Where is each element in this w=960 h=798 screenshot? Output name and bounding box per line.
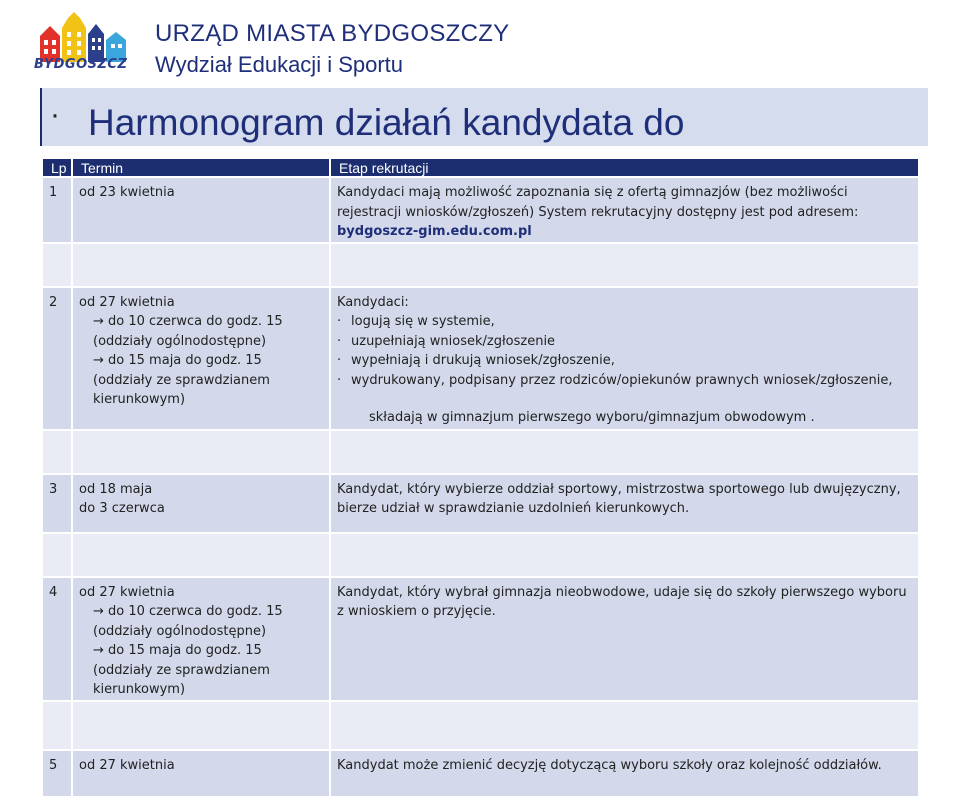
bydgoszcz-houses-logo-icon — [32, 12, 136, 62]
table-header-row — [42, 158, 919, 177]
row2-etap-intro: Kandydaci: — [337, 294, 409, 310]
row3-lp: 3 — [42, 474, 72, 533]
department-name: Wydział Edukacji i Sportu — [155, 52, 404, 77]
recruitment-link[interactable]: bydgoszcz-gim.edu.com.pl — [337, 224, 532, 239]
arrow-icon: → — [93, 314, 104, 329]
logo-text: BYDGOSZCZ — [34, 57, 128, 72]
arrow-icon: → — [93, 604, 104, 619]
row3-termin-end: do 3 czerwca — [79, 501, 165, 516]
title-bullet: · — [50, 98, 60, 131]
row4-lp: 4 — [42, 577, 72, 701]
row2-etap — [330, 287, 919, 430]
header-termin: Termin — [72, 158, 330, 177]
row2-etap-footer: składają w gimnazjum pierwszego wyboru/gimnazjum obwodowym . — [369, 410, 815, 425]
table-row-spacer — [42, 533, 919, 577]
header-etap: Etap rekrutacji — [330, 158, 919, 177]
row4-termin — [72, 577, 330, 701]
office-name: URZĄD MIASTA BYDGOSZCZY — [155, 20, 510, 47]
row3-termin-start: od 18 maja — [79, 481, 153, 497]
row5-termin: od 27 kwietnia — [72, 750, 330, 797]
row2-termin-line3: → do 15 maja do godz. 15 (oddziały ze sprawdzianem kierunkowym) — [93, 353, 270, 407]
row2-lp: 2 — [42, 287, 72, 430]
row1-termin: od 23 kwietnia — [72, 177, 330, 243]
table-row — [42, 287, 919, 430]
list-item: · uzupełniają wniosek/zgłoszenie — [337, 333, 556, 349]
table-row-spacer — [42, 701, 919, 750]
row4-termin-line3: → do 15 maja do godz. 15 (oddziały ze sprawdzianem kierunkowym) — [93, 643, 270, 697]
row5-etap: Kandydat może zmienić decyzję dotyczącą wyboru szkoły oraz kolejność oddziałów. — [330, 750, 919, 797]
slide-title: Harmonogram działań kandydata do — [88, 102, 685, 143]
header-lp: Lp — [42, 158, 72, 177]
table-row — [42, 474, 919, 533]
row1-etap — [330, 177, 919, 243]
list-item: · wydrukowany, podpisany przez rodziców/opiekunów prawnych wniosek/zgłoszenie, — [337, 372, 893, 388]
table-row-spacer — [42, 430, 919, 474]
row2-termin-start: od 27 kwietnia — [79, 294, 175, 310]
arrow-icon: → — [93, 643, 104, 658]
arrow-icon: → — [93, 353, 104, 368]
table-row — [42, 177, 919, 243]
table-row — [42, 577, 919, 701]
row3-etap: Kandydat, który wybierze oddział sportowy, mistrzostwa sportowego lub dwujęzyczny, bierze udział w sprawdzianie uzdolnień kierunkowych. — [330, 474, 919, 533]
row4-etap: Kandydat, który wybrał gimnazja nieobwodowe, udaje się do szkoły pierwszego wyboru z wnioskiem o przyjęcie. — [330, 577, 919, 701]
row1-etap-text: Kandydaci mają możliwość zapoznania się z ofertą gimnazjów (bez możliwości rejestracji wniosków/zgłoszeń) System rekrutacyjny dostępny jest pod adresem: — [337, 185, 859, 220]
city-logo — [32, 12, 136, 78]
table-row — [42, 750, 919, 797]
row5-lp: 5 — [42, 750, 72, 797]
row3-termin — [72, 474, 330, 533]
row1-lp: 1 — [42, 177, 72, 243]
list-item: · logują się w systemie, — [337, 314, 495, 329]
row2-termin — [72, 287, 330, 430]
list-item: · wypełniają i drukują wniosek/zgłoszenie, — [337, 353, 615, 368]
row2-termin-line2: → do 10 czerwca do godz. 15 (oddziały ogólnodostępne) — [93, 314, 283, 349]
schedule-table — [41, 157, 920, 798]
row4-termin-line2: → do 10 czerwca do godz. 15 (oddziały ogólnodostępne) — [93, 604, 283, 639]
row4-termin-start: od 27 kwietnia — [79, 584, 175, 600]
table-row-spacer — [42, 243, 919, 287]
